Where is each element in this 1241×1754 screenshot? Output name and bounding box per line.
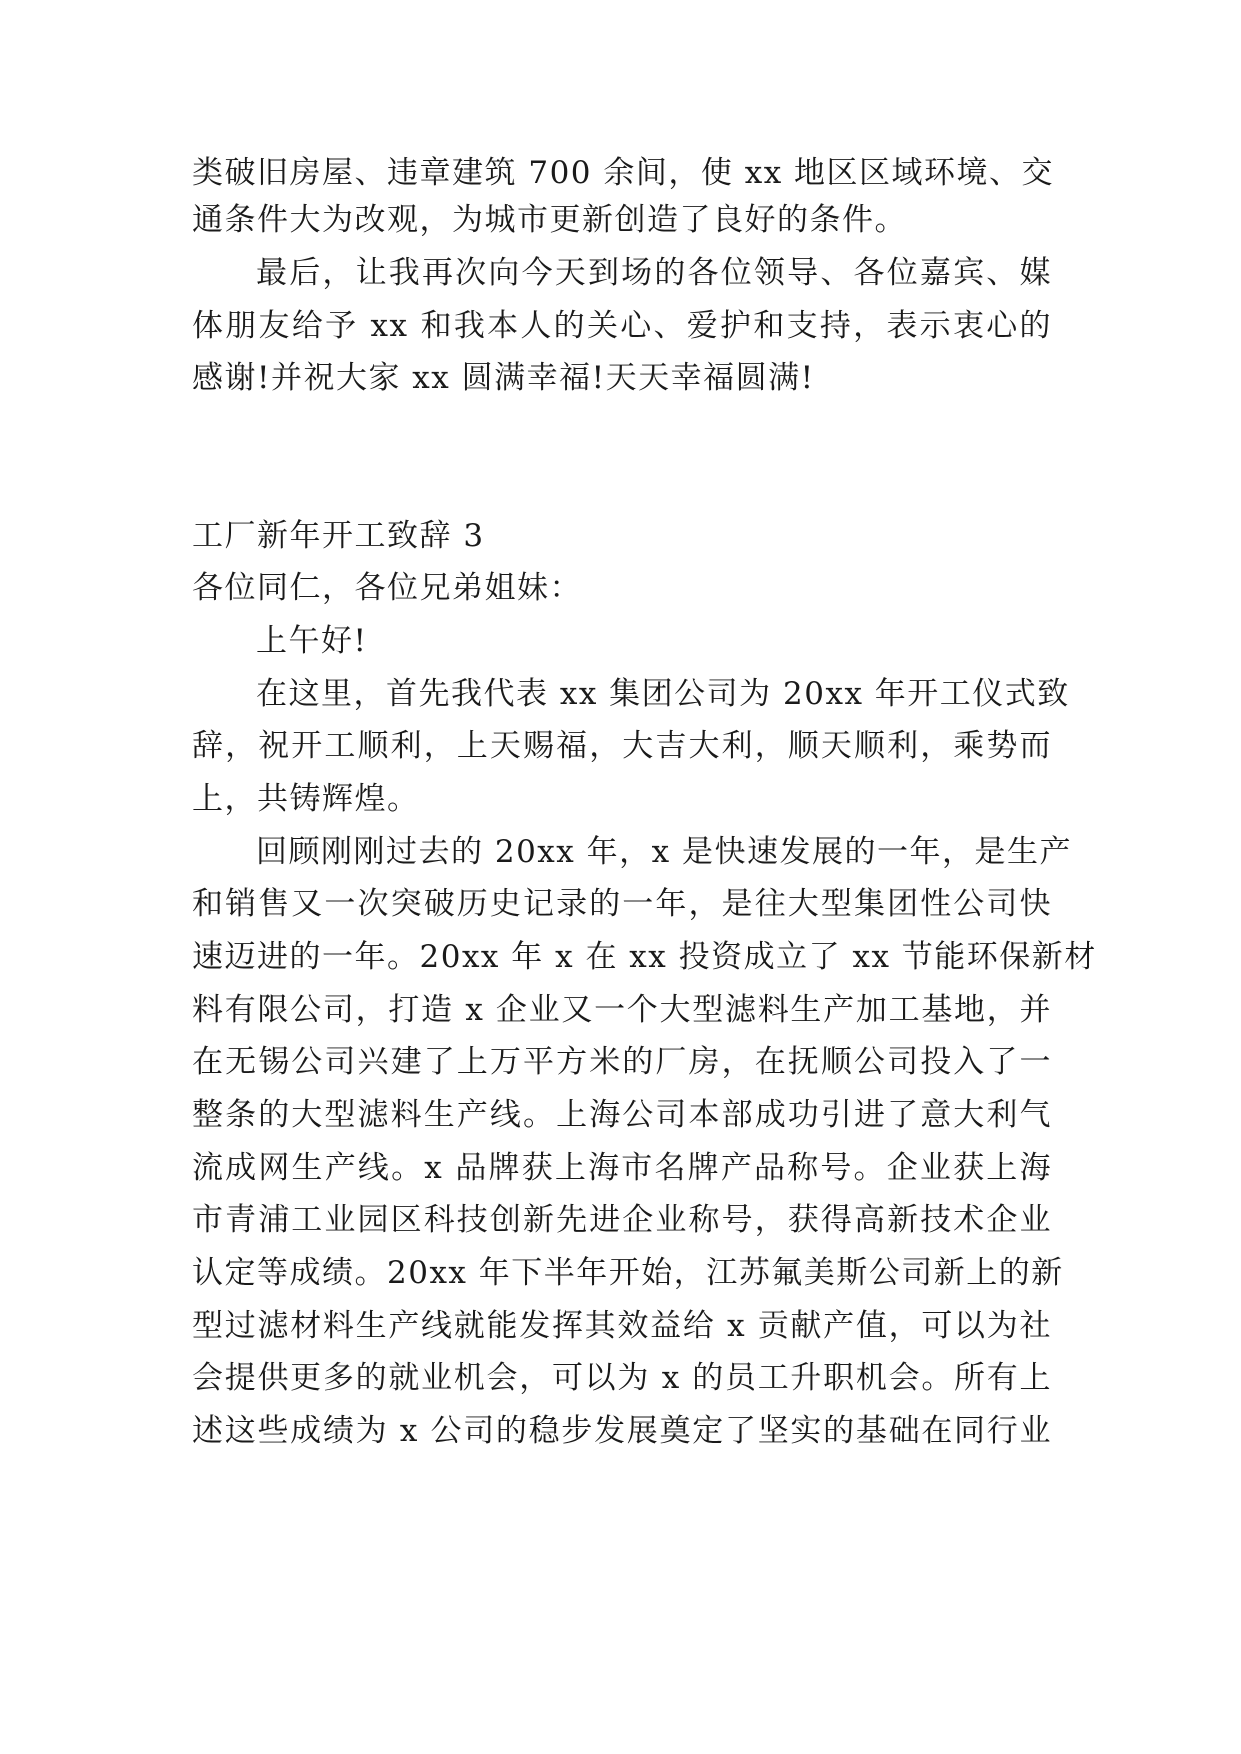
paragraph-2-line-1: 最后，让我再次向今天到场的各位领导、各位嘉宾、媒 xyxy=(256,255,1052,291)
paragraph-4-line-3: 速迈进的一年。20xx 年 x 在 xx 投资成立了 xx 节能环保新材 xyxy=(192,939,1097,975)
paragraph-4-line-10: 型过滤材料生产线就能发挥其效益给 x 贡献产值，可以为社 xyxy=(192,1308,1052,1344)
paragraph-4-line-8: 市青浦工业园区科技创新先进企业称号，获得高新技术企业 xyxy=(192,1202,1052,1238)
paragraph-4-line-12: 述这些成绩为 x 公司的稳步发展奠定了坚实的基础在同行业 xyxy=(192,1413,1052,1449)
paragraph-4-line-11: 会提供更多的就业机会，可以为 x 的员工升职机会。所有上 xyxy=(192,1360,1052,1396)
paragraph-2-line-2: 体朋友给予 xx 和我本人的关心、爱护和支持，表示衷心的 xyxy=(192,308,1052,344)
greeting: 上午好! xyxy=(256,623,368,659)
paragraph-4-line-6: 整条的大型滤料生产线。上海公司本部成功引进了意大利气 xyxy=(192,1097,1052,1133)
paragraph-4-line-9: 认定等成绩。20xx 年下半年开始，江苏氟美斯公司新上的新 xyxy=(192,1255,1064,1291)
paragraph-1-line-2: 通条件大为改观，为城市更新创造了良好的条件。 xyxy=(192,202,907,238)
paragraph-3-line-2: 辞，祝开工顺利，上天赐福，大吉大利，顺天顺利，乘势而 xyxy=(192,728,1052,764)
paragraph-1-line-1: 类破旧房屋、违章建筑 700 余间，使 xx 地区区域环境、交 xyxy=(192,155,1055,191)
salutation: 各位同仁，各位兄弟姐妹： xyxy=(192,570,582,606)
section-title: 工厂新年开工致辞 3 xyxy=(192,518,485,554)
paragraph-3-line-1: 在这里，首先我代表 xx 集团公司为 20xx 年开工仪式致 xyxy=(256,676,1070,712)
paragraph-4-line-1: 回顾刚刚过去的 20xx 年，x 是快速发展的一年，是生产 xyxy=(256,834,1072,870)
paragraph-4-line-5: 在无锡公司兴建了上万平方米的厂房，在抚顺公司投入了一 xyxy=(192,1044,1052,1080)
paragraph-3-line-3: 上，共铸辉煌。 xyxy=(192,781,420,817)
paragraph-4-line-2: 和销售又一次突破历史记录的一年，是往大型集团性公司快 xyxy=(192,886,1052,922)
paragraph-4-line-7: 流成网生产线。x 品牌获上海市名牌产品称号。企业获上海 xyxy=(192,1150,1052,1186)
paragraph-2-line-3: 感谢!并祝大家 xx 圆满幸福!天天幸福圆满! xyxy=(192,360,815,396)
paragraph-4-line-4: 料有限公司，打造 x 企业又一个大型滤料生产加工基地，并 xyxy=(192,992,1052,1028)
